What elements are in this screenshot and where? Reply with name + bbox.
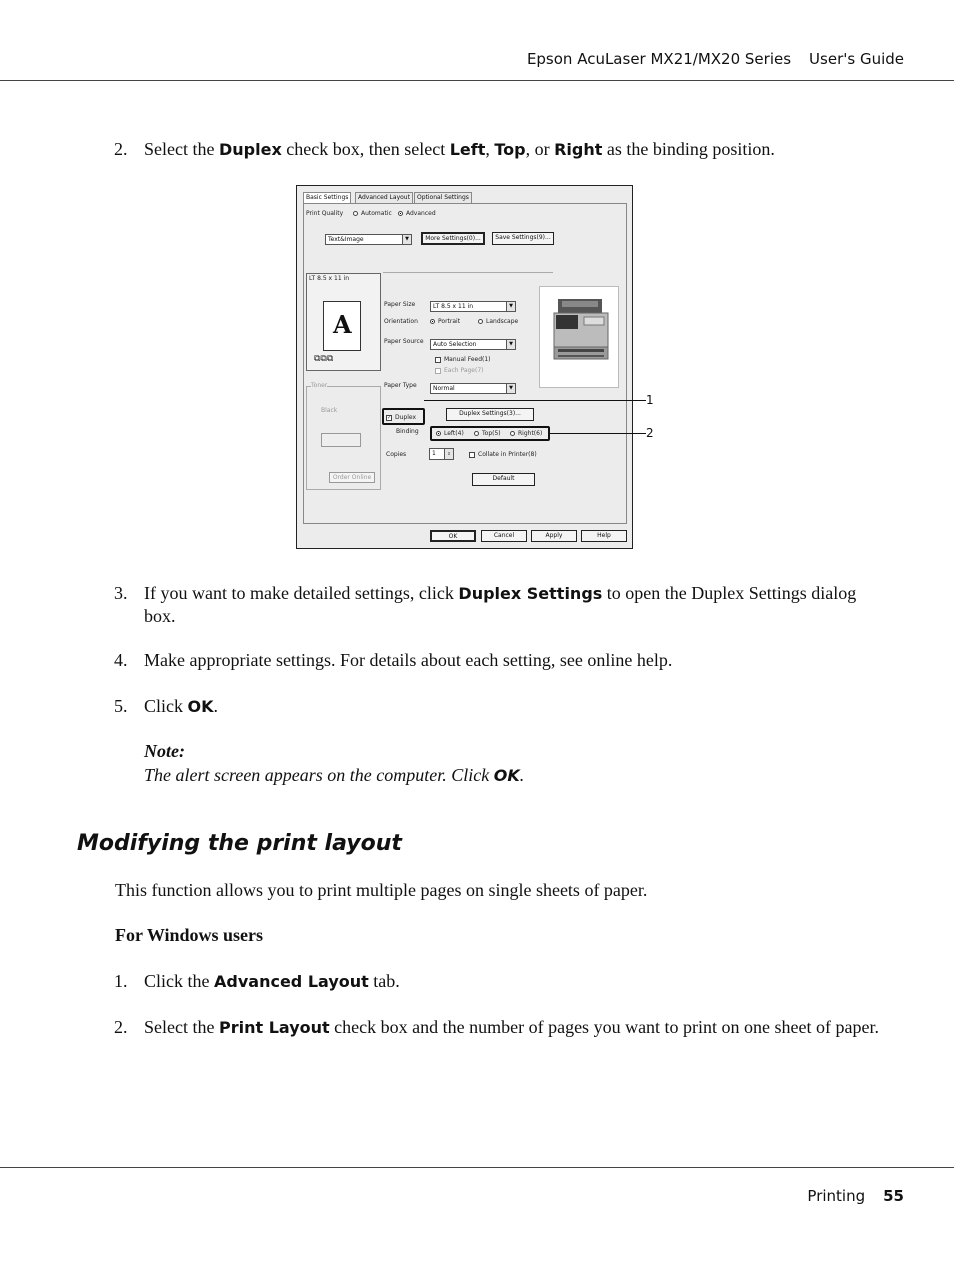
step-text: Click the Advanced Layout tab. [144,971,400,991]
step-text: Click OK. [144,696,218,716]
running-header [527,50,904,68]
paper-source-label: Paper Source [384,338,424,345]
footer-section: Printing [807,1187,866,1205]
step-text: Select the Duplex check box, then select Left, Top, or Right as the binding position. [144,139,775,159]
callout-number-2: 2 [646,426,654,440]
binding-right-radio[interactable]: Right(6) [510,430,542,438]
callout-number-1: 1 [646,393,654,407]
section-heading: Modifying the print layout [77,831,402,856]
divider [383,272,553,273]
printer-icon [540,287,618,387]
tab-basic-settings[interactable]: Basic Settings [303,192,351,204]
black-label: Black [321,407,338,414]
printer-dialog-screenshot [296,185,633,549]
cancel-button[interactable]: Cancel [481,530,527,542]
duplex-highlight [382,408,425,425]
help-button[interactable]: Help [581,530,627,542]
step-number: 3. [114,583,128,603]
paper-size-label: Paper Size [384,301,416,308]
duplex-checkbox[interactable]: ✓ Duplex [387,414,417,421]
quality-combo[interactable]: Text&Image ▼ [325,234,412,245]
binding-highlight [430,426,550,441]
preview-page [323,301,361,351]
header-guide: User's Guide [809,50,904,68]
binding-left-radio[interactable]: Left(4) [436,430,464,438]
apply-button[interactable]: Apply [531,530,577,542]
binding-top-radio[interactable]: Top(5) [474,430,501,438]
black-toner-bar [321,433,361,447]
save-settings-button[interactable]: Save Settings(9)... [492,232,554,245]
order-online-button[interactable]: Order Online [329,472,375,483]
duplex-settings-button[interactable]: Duplex Settings(3)... [446,408,534,421]
printer-image [539,286,619,388]
layout-icons: ⧉⧉⧉ [314,354,334,364]
each-page-checkbox[interactable]: Each Page(7) [435,367,484,375]
step-number: 4. [114,650,128,670]
more-settings-button[interactable]: More Settings(0)... [421,232,485,245]
landscape-radio[interactable]: Landscape [478,318,518,326]
paper-size-combo[interactable]: LT 8.5 x 11 in ▼ [430,301,516,312]
manual-feed-checkbox[interactable]: Manual Feed(1) [435,356,491,364]
portrait-radio[interactable]: Portrait [430,318,460,326]
step-number: 2. [114,1017,128,1037]
preview-size-label: LT 8.5 x 11 in [309,275,350,282]
page-preview [306,273,381,371]
header-rule [0,80,954,81]
copies-label: Copies [386,451,407,458]
callout-line-1 [424,400,646,401]
note-label: Note: [144,741,185,761]
collate-checkbox[interactable]: Collate in Printer(8) [469,451,537,459]
toner-group [306,382,381,490]
step-number: 5. [114,696,128,716]
footer-rule [0,1167,954,1168]
toner-label: Toner [311,382,328,389]
sub-heading: For Windows users [115,925,264,945]
pq-advanced-radio[interactable]: Advanced [398,210,436,218]
print-quality-label: Print Quality [306,210,344,217]
ok-button[interactable]: OK [430,530,476,542]
default-button[interactable]: Default [472,473,535,486]
callout-line-2 [549,433,646,434]
copies-spinner[interactable]: 1 ⇕ [429,448,454,460]
page-number: 55 [883,1187,904,1205]
tab-optional-settings[interactable]: Optional Settings [414,192,472,203]
running-footer [807,1187,904,1205]
step-number: 1. [114,971,128,991]
step-number: 2. [114,139,128,159]
binding-label: Binding [396,428,419,435]
orientation-label: Orientation [384,318,418,325]
paper-type-combo[interactable]: Normal ▼ [430,383,516,394]
paper-type-label: Paper Type [384,382,417,389]
preview-letter: A [333,310,352,339]
note-text: The alert screen appears on the computer. Click OK. [144,765,525,785]
paper-source-combo[interactable]: Auto Selection ▼ [430,339,516,350]
header-product: Epson AcuLaser MX21/MX20 Series [526,50,792,68]
section-intro: This function allows you to print multiple pages on single sheets of paper. [115,880,648,900]
tab-advanced-layout[interactable]: Advanced Layout [355,192,413,203]
pq-automatic-radio[interactable]: Automatic [353,210,392,218]
step-text: If you want to make detailed settings, click Duplex Settings to open the Duplex Settings dialog box. [144,583,857,626]
step-text: Make appropriate settings. For details about each setting, see online help. [144,650,673,670]
step-text: Select the Print Layout check box and the number of pages you want to print on one sheet of paper. [144,1017,879,1037]
